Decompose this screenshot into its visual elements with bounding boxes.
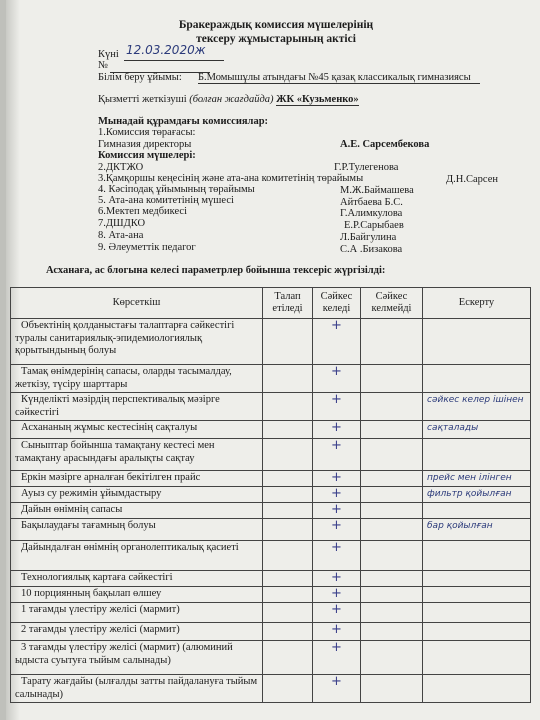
indicator-cell [11,603,263,623]
required-cell [263,393,313,421]
required-cell [263,319,313,365]
indicator-cell [11,541,263,571]
table-row [11,675,531,703]
table-row [11,587,531,603]
indicator-cell-text: Ауыз су режимін ұйымдастыру [21,488,162,499]
indicator-cell [11,319,263,365]
match-cell [313,471,361,487]
note-cell-text: прейс мен ілінген [427,473,512,483]
col-header-mismatch: Сәйкес келмейді [361,288,423,319]
required-cell [263,641,313,675]
mismatch-cell [361,571,423,587]
match-cell [313,587,361,603]
date-value: 12.03.2020ж [126,43,206,57]
indicator-cell-text: 2 тағамды үлестіру желісі (мармит) [21,624,180,635]
match-cell-text: + [331,502,342,517]
required-cell [263,365,313,393]
match-cell-text: + [331,640,342,655]
indicator-cell [11,487,263,503]
match-cell [313,503,361,519]
mismatch-cell [361,471,423,487]
indicator-cell-text: Дайындалған өнімнің органолептикалық қасиеті [21,542,239,553]
match-cell [313,319,361,365]
member-role: 5. Ата-ана комитетінің мүшесі [98,195,234,206]
indicator-cell-text: Объектінің қолданыстағы талаптарға сәйкестігі туралы санитариялық-эпидемиологиялық қорытындының болуы [15,320,235,356]
table-row [11,471,531,487]
table-row [11,319,531,365]
mismatch-cell [361,503,423,519]
indicator-cell [11,641,263,675]
note-cell-text: сақталады [427,423,479,433]
chair-label: 1.Комиссия төрағасы: [98,127,196,138]
table-row [11,503,531,519]
org-value: Б.Момышұлы атындағы №45 қазақ классикалық гимназиясы [198,72,480,84]
required-cell [263,623,313,641]
match-cell-text: + [331,420,342,435]
table-header-row [11,288,531,319]
note-cell-text: фильтр қойылған [427,489,512,499]
match-cell-text: + [331,586,342,601]
indicator-cell-text: Сыныптар бойынша тамақтану кестесі мен тамақтану арасындағы аралықты сақтау [15,440,215,464]
note-cell [423,439,531,471]
mismatch-cell [361,603,423,623]
mismatch-cell [361,675,423,703]
match-cell-text: + [331,392,342,407]
note-cell [423,587,531,603]
mismatch-cell [361,421,423,439]
match-cell [313,571,361,587]
note-cell [423,623,531,641]
member-name: Д.Н.Сарсен [446,174,498,185]
note-cell [423,319,531,365]
inspection-table [10,287,531,703]
indicator-cell [11,365,263,393]
note-cell [423,503,531,519]
mismatch-cell [361,439,423,471]
supplier-label: Қызметті жеткізуші [98,94,187,105]
match-cell [313,487,361,503]
mismatch-cell [361,365,423,393]
table-row [11,519,531,541]
match-cell-text: + [331,602,342,617]
member-name: Г.Алимкулова [340,208,403,219]
col-header-indicator: Көрсеткіш [11,288,263,319]
required-cell [263,421,313,439]
chair-role: Гимназия директоры [98,139,192,150]
match-cell [313,365,361,393]
indicator-cell-text: 3 тағамды үлестіру желісі (мармит) (алюминий ыдыста суытуға тыйым салынады) [15,642,233,666]
table-row [11,623,531,641]
commission-heading: Мынадай құрамдағы комиссиялар: [98,116,269,127]
note-cell [423,487,531,503]
indicator-cell-text: Бақылаудағы тағамның болуы [21,520,156,531]
match-cell-text: + [331,622,342,637]
inspection-intro: Асханаға, ас блогына келесі параметрлер бойынша тексеріс жүргізілді: [46,265,386,276]
indicator-cell [11,623,263,641]
note-cell [423,571,531,587]
date-underline [124,60,224,61]
mismatch-cell [361,393,423,421]
mismatch-cell [361,623,423,641]
indicator-cell-text: 10 порциянның бақылап өлшеу [21,588,162,599]
table-row [11,439,531,471]
indicator-cell-text: Тарату жағдайы (ылғалды затты пайдалануға тыйым салынады) [15,676,258,700]
table-row [11,487,531,503]
table-row [11,641,531,675]
col-header-required: Талап етіледі [263,288,313,319]
member-name: Г.Р.Тулегенова [334,162,399,173]
indicator-cell [11,675,263,703]
mismatch-cell [361,541,423,571]
indicator-cell [11,393,263,421]
indicator-cell [11,571,263,587]
member-role: 8. Ата-ана [98,230,144,241]
note-cell [423,603,531,623]
required-cell [263,587,313,603]
member-name: Айтбаева Б.С. [340,197,403,208]
required-cell [263,519,313,541]
note-cell [423,471,531,487]
note-cell [423,641,531,675]
indicator-cell-text: Тамақ өнімдерінің сапасы, оларды тасымалдау, жеткізу, түсіру шарттары [15,366,232,390]
note-cell-text: сәйкес келер ішінен [427,395,524,405]
table-row [11,603,531,623]
table-row [11,365,531,393]
required-cell [263,541,313,571]
indicator-cell [11,421,263,439]
required-cell [263,487,313,503]
match-cell [313,623,361,641]
note-cell [423,421,531,439]
match-cell [313,641,361,675]
indicator-cell-text: Технологиялық картаға сәйкестігі [21,572,173,583]
table-body [11,319,531,703]
match-cell [313,675,361,703]
mismatch-cell [361,587,423,603]
member-name: С.А .Бизакова [340,244,403,255]
table-row [11,541,531,571]
note-cell-text: бар қойылған [427,521,493,531]
member-role: 6.Мектеп медбикесі [98,206,187,217]
indicator-cell-text: 1 тағамды үлестіру желісі (мармит) [21,604,180,615]
match-cell [313,541,361,571]
note-cell [423,393,531,421]
required-cell [263,571,313,587]
indicator-cell [11,471,263,487]
note-cell [423,541,531,571]
mismatch-cell [361,319,423,365]
member-role: 7.ДШДКО [98,218,146,229]
indicator-cell [11,519,263,541]
table-row [11,571,531,587]
match-cell [313,439,361,471]
match-cell-text: + [331,486,342,501]
supplier-value: ЖК «Кузьменко» [276,94,359,105]
match-cell-text: + [331,540,342,555]
required-cell [263,503,313,519]
member-role: 3.Қамқоршы кеңесінің және ата-ана комитетінің төрайымы [98,173,364,184]
doc-title-line1: Бракераждық комиссия мүшелерінің [178,19,374,31]
mismatch-cell [361,641,423,675]
supplier-line [98,94,359,105]
table-row [11,393,531,421]
number-label: № [98,60,109,71]
col-header-match: Сәйкес келеді [313,288,361,319]
member-role: 9. Әлеуметтік педагог [98,242,196,253]
date-label: Күні [98,49,119,60]
indicator-cell-text: Дайын өнімнің сапасы [21,504,123,515]
match-cell [313,421,361,439]
match-cell [313,603,361,623]
indicator-cell [11,503,263,519]
col-header-note: Ескерту [423,288,531,319]
org-label: Білім беру ұйымы: [98,72,182,83]
mismatch-cell [361,519,423,541]
match-cell-text: + [331,470,342,485]
member-name: Л.Байгулина [340,232,397,243]
note-cell [423,365,531,393]
supplier-note: (болған жағдайда) [189,94,274,105]
member-role: 4. Кәсіподақ ұйымының төрайымы [98,184,255,195]
table-row [11,421,531,439]
mismatch-cell [361,487,423,503]
match-cell-text: + [331,674,342,689]
members-heading: Комиссия мүшелері: [98,150,196,161]
member-name: М.Ж.Баймашева [340,185,414,196]
match-cell-text: + [331,570,342,585]
required-cell [263,675,313,703]
required-cell [263,439,313,471]
member-role: 2.ДКТЖО [98,162,144,173]
match-cell [313,393,361,421]
chair-name: А.Е. Сарсембекова [340,139,430,150]
note-cell [423,675,531,703]
required-cell [263,471,313,487]
member-name: Е.Р.Сарыбаев [344,220,404,231]
match-cell-text: + [331,364,342,379]
indicator-cell [11,587,263,603]
note-cell [423,519,531,541]
doc-title-line2: тексеру жұмыстарының актісі [196,33,356,45]
match-cell-text: + [331,518,342,533]
match-cell-text: + [331,438,342,453]
required-cell [263,603,313,623]
match-cell-text: + [331,318,342,333]
indicator-cell [11,439,263,471]
match-cell [313,519,361,541]
indicator-cell-text: Еркін мәзірге арналған бекітілген прайс [21,472,201,483]
indicator-cell-text: Асхананың жұмыс кестесінің сақталуы [21,422,198,433]
indicator-cell-text: Күнделікті мәзірдің перспективалық мәзірге сәйкестігі [15,394,220,418]
